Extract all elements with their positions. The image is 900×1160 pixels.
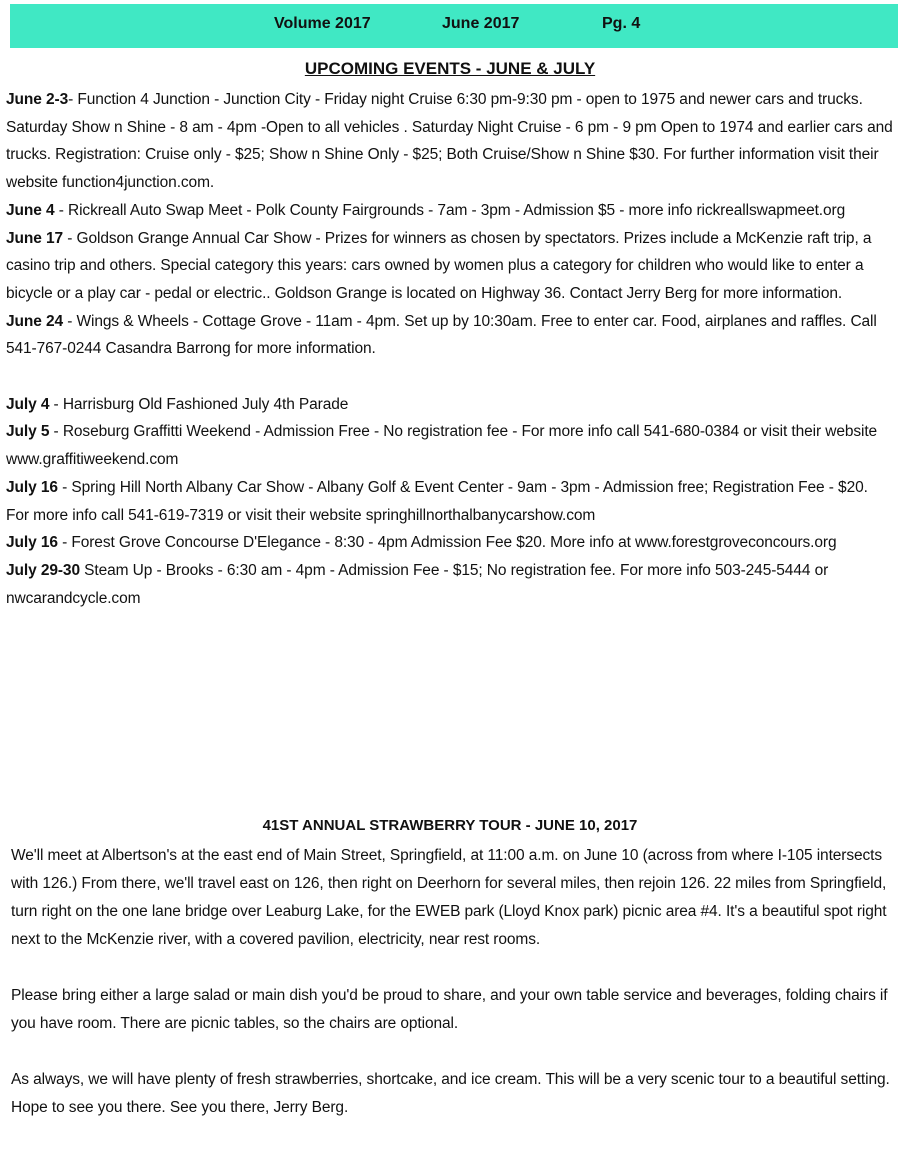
issue-month-label: June 2017 (442, 15, 520, 32)
event-date: July 4 (6, 395, 50, 413)
tour-paragraph: As always, we will have plenty of fresh strawberries, shortcake, and ice cream. This will be a very scenic tour to a beautiful setting. Hope to see you there. See you there, Jerry Berg. (11, 1071, 890, 1116)
tour-paragraph: Please bring either a large salad or main dish you'd be proud to share, and your own table service and beverages, folding chairs if you have room. There are picnic tables, so the chairs are optional. (11, 987, 888, 1032)
spacer (6, 363, 894, 391)
event-item (6, 225, 894, 308)
event-item (6, 197, 894, 225)
event-date: June 24 (6, 312, 64, 330)
event-description: Steam Up - Brooks - 6:30 am - 4pm - Admission Fee - $15; No registration fee. For more info 503-245-5444 or nwcarandcycle.com (6, 561, 829, 607)
event-date: July 5 (6, 423, 50, 441)
tour-paragraph: We'll meet at Albertson's at the east end of Main Street, Springfield, at 11:00 a.m. on June 10 (across from where I-105 intersects with 126.) From there, we'll travel east on 126, then right on Deerhorn for several miles, then rejoin 126. 22 miles from Springfield, turn right on the one lane bridge over Leaburg Lake, for the EWEB park (Lloyd Knox park) picnic area #4. It's a beautiful spot right next to the McKenzie river, with a covered pavilion, electricity, near rest rooms. (11, 847, 887, 948)
event-item (6, 86, 894, 197)
event-description: - Harrisburg Old Fashioned July 4th Parade (49, 395, 349, 413)
event-item (6, 308, 894, 363)
strawberry-tour-title: 41ST ANNUAL STRAWBERRY TOUR - JUNE 10, 2017 (262, 817, 638, 834)
event-description: - Rickreall Auto Swap Meet - Polk County Fairgrounds - 7am - 3pm - Admission $5 - more info rickreallswapmeet.org (54, 201, 846, 219)
event-description: - Forest Grove Concourse D'Elegance - 8:30 - 4pm Admission Fee $20. More info at www.forestgroveconcours.org (57, 534, 837, 552)
event-date: July 29-30 (6, 561, 80, 579)
event-date: June 2-3 (6, 91, 69, 108)
event-item (6, 529, 894, 557)
event-date: July 16 (6, 534, 58, 552)
events-list (6, 86, 894, 612)
volume-label: Volume 2017 (274, 15, 371, 32)
strawberry-tour-body (11, 842, 895, 1150)
page-number-label: Pg. 4 (602, 15, 641, 32)
event-item (6, 557, 894, 612)
event-description: - Wings & Wheels - Cottage Grove - 11am - 4pm. Set up by 10:30am. Free to enter car. Food, airplanes and raffles. Call 541-767-0244 Casandra Barrong for more information. (6, 312, 877, 358)
event-item (6, 474, 894, 529)
event-description: - Goldson Grange Annual Car Show - Prizes for winners as chosen by spectators. Prizes include a McKenzie raft trip, a casino trip and others. Special category this years: cars owned by women plus a category for children who would like to enter a bicycle or a play car - pedal or electric.. Goldson Grange is located on Highway 36. Contact Jerry Berg for more information. (6, 229, 872, 302)
event-description: - Roseburg Graffitti Weekend - Admission Free - No registration fee - For more info call 541-680-0384 or visit their website www.graffitiweekend.com (6, 423, 878, 469)
event-date: June 17 (6, 229, 64, 247)
event-description: - Spring Hill North Albany Car Show - Albany Golf & Event Center - 9am - 3pm - Admission free; Registration Fee - $20. For more info call 541-619-7319 or visit their website springhillnorthalbanycarshow.com (6, 478, 868, 524)
event-description: - Function 4 Junction - Junction City - Friday night Cruise 6:30 pm-9:30 pm - open to 1975 and newer cars and trucks. Saturday Show n Shine - 8 am - 4pm -Open to all vehicles . Saturday Night Cruise - 6 pm - 9 pm Open to 1974 and earlier cars and trucks. Registration: Cruise only - $25; Show n Shine Only - $25; Both Cruise/Show n Shine $30. For further information visit their website function4junction.com. (6, 91, 893, 192)
event-date: June 4 (6, 201, 55, 219)
newsletter-header-bar (10, 4, 898, 48)
event-item (6, 391, 894, 419)
event-item (6, 418, 894, 473)
event-date: July 16 (6, 478, 58, 496)
upcoming-events-title: UPCOMING EVENTS - JUNE & JULY (304, 59, 596, 78)
